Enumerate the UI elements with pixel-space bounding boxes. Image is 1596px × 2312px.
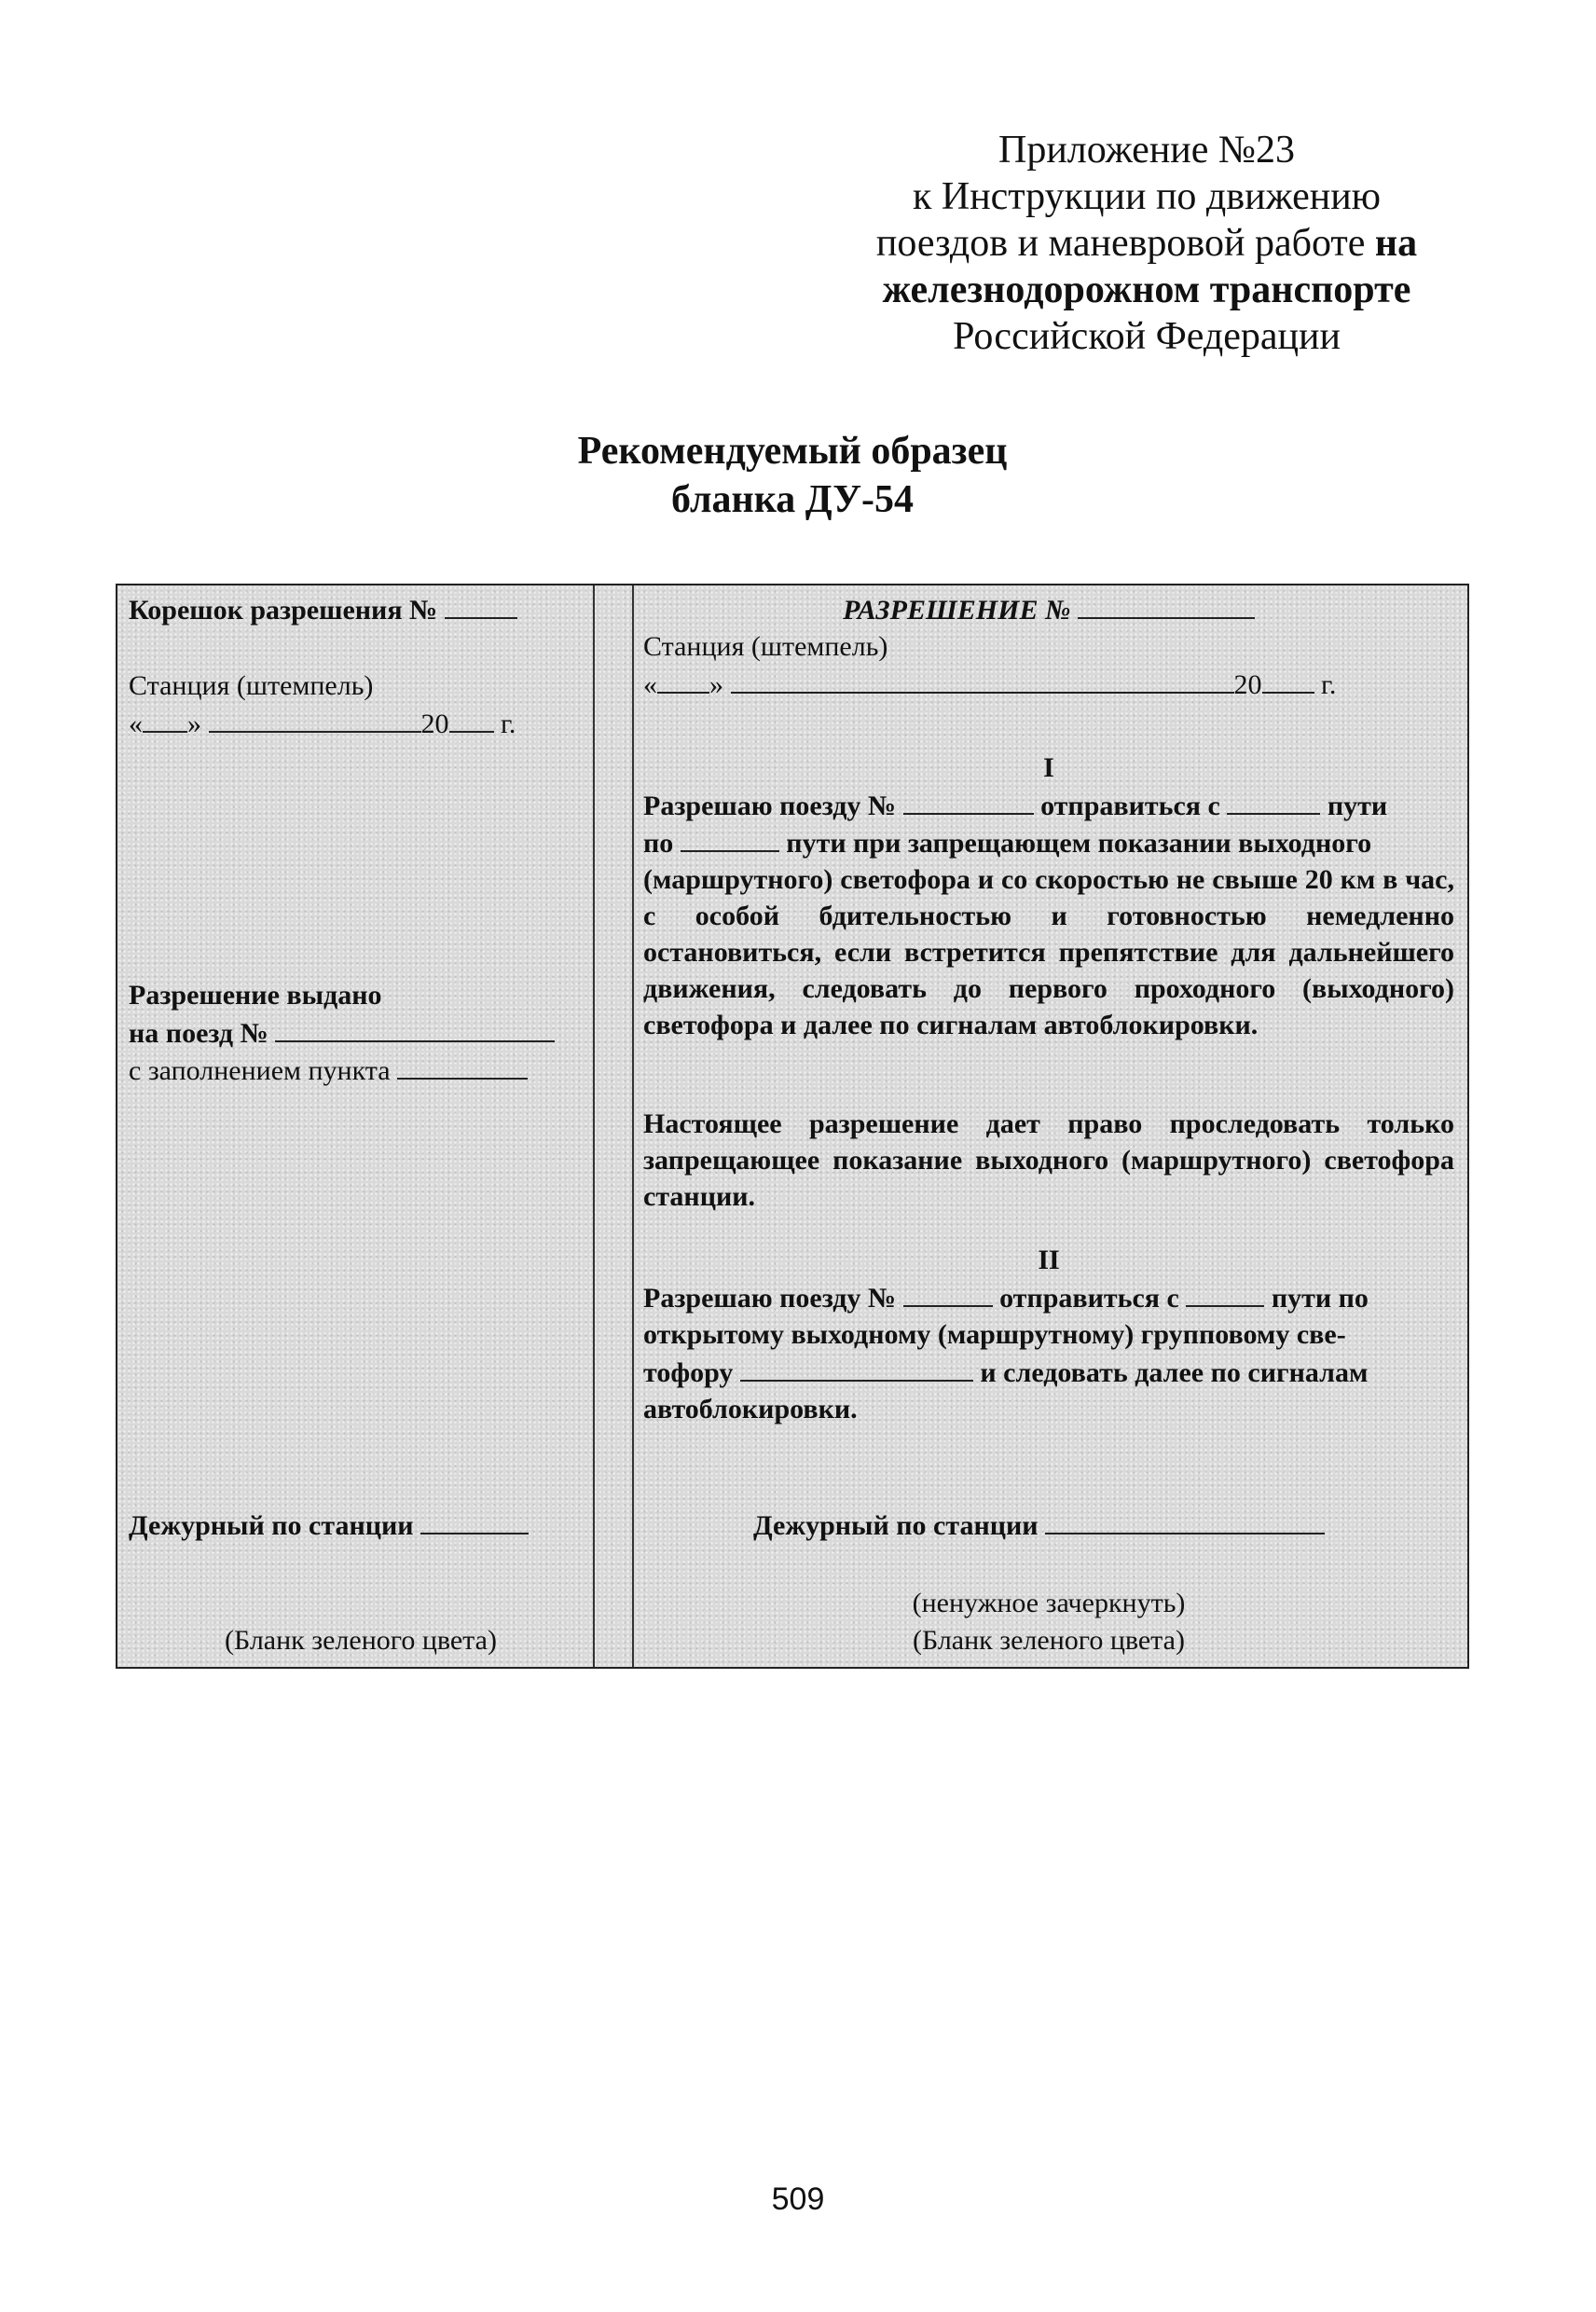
stub-year-field[interactable]	[449, 705, 494, 733]
section-2-line-4: автоблокировки.	[643, 1394, 858, 1424]
permit-month-field[interactable]	[731, 666, 1234, 694]
perforation-line-right	[632, 585, 634, 1667]
section-2-line-1: Разрешаю поезду № отправиться с пути по	[643, 1279, 1454, 1316]
page-number: 509	[771, 2181, 825, 2217]
permit-station: Станция (штемпель)	[643, 631, 888, 662]
s2-from-track-field[interactable]	[1186, 1279, 1264, 1307]
section-2-line-3: тофору и следовать далее по сигналам	[643, 1354, 1454, 1391]
section-1-text: (маршрутного) светофора и со скоростью не свыше 20 км в час, с особой бдительностью и готовностью немедленно остановиться, если встретится препятствие для дальнейшего движения, следовать до первого проходного (выходного) светофора и далее по сигналам автоблокировки.	[643, 864, 1454, 1040]
permit-date: « » 20 г.	[643, 666, 1454, 703]
stub-month-field[interactable]	[209, 705, 421, 733]
stub-duty-officer: Дежурный по станции	[129, 1507, 593, 1544]
stub-train-field[interactable]	[275, 1014, 555, 1042]
section-2-line-2: открытому выходному (маршрутному) групповому све-	[643, 1319, 1346, 1350]
permit-day-field[interactable]	[657, 666, 709, 694]
appendix-header	[820, 127, 1473, 360]
s1-via-track-field[interactable]	[681, 824, 779, 852]
permit-number-field[interactable]	[1078, 591, 1255, 619]
s2-train-field[interactable]	[903, 1279, 993, 1307]
perforation-line-left	[593, 585, 595, 1667]
title-line-1: Рекомендуемый образец	[577, 430, 1008, 473]
permit-heading: РАЗРЕШЕНИЕ №	[643, 591, 1454, 628]
s1-train-field[interactable]	[903, 787, 1034, 815]
stub-day-field[interactable]	[143, 705, 187, 733]
appendix-line-3: поездов и маневровой работе на	[875, 222, 1418, 265]
stub-station: Станция (штемпель)	[129, 670, 374, 701]
stub-number-field[interactable]	[445, 591, 517, 619]
stub-filling: с заполнением пункта	[129, 1052, 593, 1089]
section-2-numeral: II	[1038, 1245, 1060, 1275]
title-line-2: бланка ДУ-54	[671, 478, 914, 521]
document-title	[503, 427, 1081, 524]
stub-issued: Разрешение выдано	[129, 980, 382, 1011]
permit-note: Настоящее разрешение дает право проследовать только запрещающее показание выходного (маршрутного) светофора станции.	[643, 1108, 1454, 1212]
section-1-line-2: по пути при запрещающем показании выходного	[643, 824, 1454, 861]
s1-from-track-field[interactable]	[1227, 787, 1320, 815]
section-1-numeral: I	[1043, 752, 1054, 783]
stub-duty-signature-field[interactable]	[420, 1507, 529, 1534]
stub-date: « » 20 г.	[129, 705, 593, 742]
stub-train: на поезд №	[129, 1014, 593, 1052]
s2-signal-field[interactable]	[740, 1354, 973, 1382]
permit-strike-note: (ненужное зачеркнуть)	[912, 1588, 1186, 1618]
appendix-line-5: Российской Федерации	[953, 315, 1341, 358]
du54-form	[116, 584, 1469, 1669]
stub-heading: Корешок разрешения №	[129, 591, 593, 628]
permit-duty-signature-field[interactable]	[1045, 1507, 1325, 1534]
section-1-line-1: Разрешаю поезду № отправиться с пути	[643, 787, 1454, 824]
appendix-line-4: железнодорожном транспорте	[882, 268, 1411, 311]
permit-duty-officer: Дежурный по станции	[643, 1507, 1454, 1544]
permit-year-field[interactable]	[1262, 666, 1314, 694]
appendix-line-2: к Инструкции по движению	[912, 175, 1382, 218]
permit-color-note: (Бланк зеленого цвета)	[913, 1625, 1185, 1656]
appendix-number: Приложение №23	[998, 129, 1295, 172]
stub-item-field[interactable]	[397, 1052, 528, 1080]
stub-color-note: (Бланк зеленого цвета)	[225, 1625, 497, 1656]
